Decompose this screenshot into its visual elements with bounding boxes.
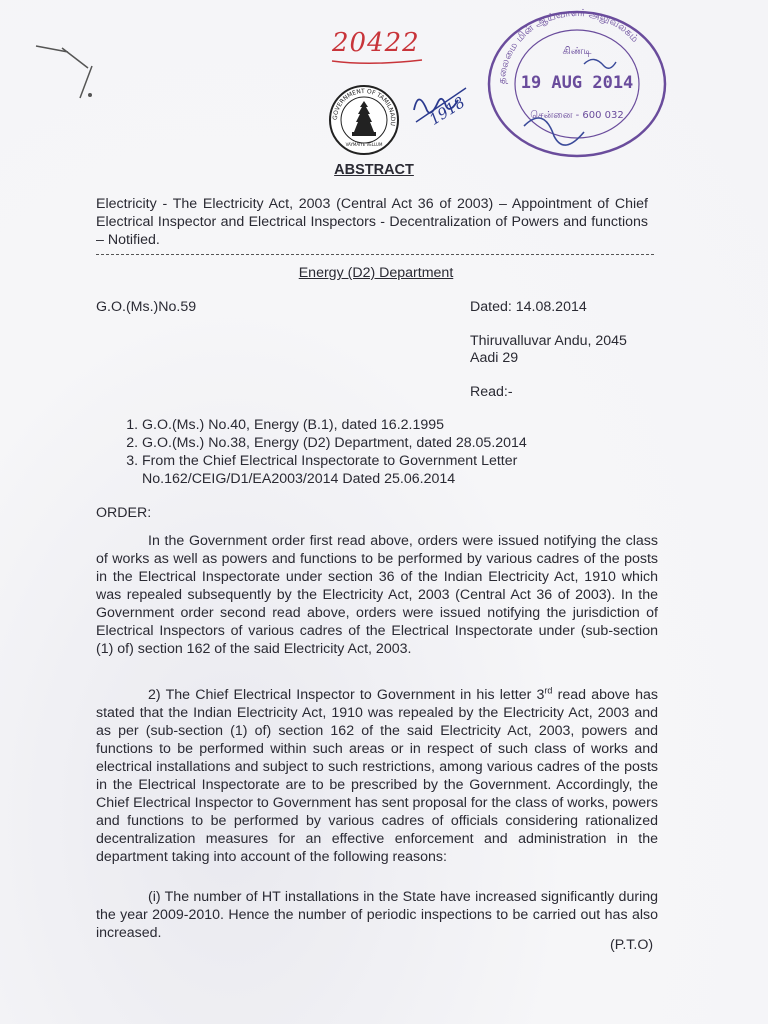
underline-stroke	[330, 58, 426, 66]
tamil-year: Thiruvalluvar Andu, 2045	[470, 333, 627, 349]
dashed-separator	[96, 254, 654, 255]
abstract-text: Electricity - The Electricity Act, 2003 (Central Act 36 of 2003) – Appointment of Chief Electrical Inspector and Electrical Inspectors - Decentralization of Powers and functions – Notified.	[96, 196, 648, 248]
pen-mark	[28, 38, 108, 108]
emblem-ring-text: GOVERNMENT OF TAMILNADU	[331, 87, 397, 127]
stamp-city: சென்னை - 600 032	[530, 110, 624, 121]
handwritten-number: 20422	[332, 28, 420, 58]
reference-item: 1. G.O.(Ms.) No.40, Energy (B.1), dated 16.2.1995	[142, 416, 602, 434]
reference-list	[118, 416, 602, 488]
dated: Dated: 14.08.2014	[470, 299, 587, 315]
initials-number: 1918	[426, 93, 469, 129]
go-number: G.O.(Ms.)No.59	[96, 299, 197, 315]
emblem-motto: VAYMAIYE VELLUM	[345, 142, 383, 147]
tamilnadu-emblem	[328, 84, 400, 156]
read-label: Read:-	[470, 384, 513, 400]
ordinal-suffix: rd	[544, 685, 553, 696]
abstract-title: ABSTRACT	[334, 162, 414, 178]
stamp-date: 19 AUG 2014	[520, 73, 634, 93]
order-paragraph-1: In the Government order first read above, orders were issued notifying the class of works as well as powers and functions to be performed by various cadres of the posts in the Electrical Inspectorate under section 36 of the Indian Electricity Act, 1910 which was repealed subsequently by the Electricity Act, 2003 (Central Act 36 of 2003). In the Government order second read above, orders were issued notifying the jurisdiction of Electrical Inspectors of various cadres of the Electrical Inspectorate under (sub-section (1) of) section 162 of the said Electricity Act, 2003.	[96, 533, 658, 657]
pto-note: (P.T.O)	[610, 937, 654, 953]
department-name: Energy (D2) Department	[298, 265, 454, 281]
order-heading: ORDER:	[96, 505, 152, 521]
official-stamp	[484, 6, 670, 158]
reference-item: 2. G.O.(Ms.) No.38, Energy (D2) Department, dated 28.05.2014	[142, 434, 602, 452]
paragraph-2-rest: read above has stated that the Indian Electricity Act, 1910 was repealed by the Electricity Act, 2003 and as per (sub-section (1) of) section 162 of the said Electricity Act, 2003, powers and functions to be performed within such areas or in respect of such class of works and electrical installations and subject to such restrictions, among various cadres of the posts in the Electrical Inspectorate are to be prescribed by the Government. Accordingly, the Chief Electrical Inspector to Government has sent proposal for the class of works, powers and functions to be performed by various cadres of officials considering rationalized decentralization measures for an effective enforcement and administration in the department taking into account of the following reasons:	[96, 687, 658, 865]
paragraph-2-start: 2) The Chief Electrical Inspector to Government in his letter 3	[148, 687, 545, 703]
reference-item: 3. From the Chief Electrical Inspectorate to Government Letter No.162/CEIG/D1/EA2003/2014 Dated 25.06.2014	[142, 452, 602, 488]
stamp-ring-text: தலைமை மின் ஆய்வாளர் அலுவலகம்	[496, 7, 641, 85]
order-paragraph-2	[96, 686, 658, 866]
stamp-place: கிண்டி	[562, 46, 592, 57]
order-paragraph-3: (i) The number of HT installations in the State have increased significantly during the year 2009-2010. Hence the number of periodic inspections to be carried out has also increased.	[96, 889, 658, 941]
tamil-date: Aadi 29	[470, 350, 519, 366]
